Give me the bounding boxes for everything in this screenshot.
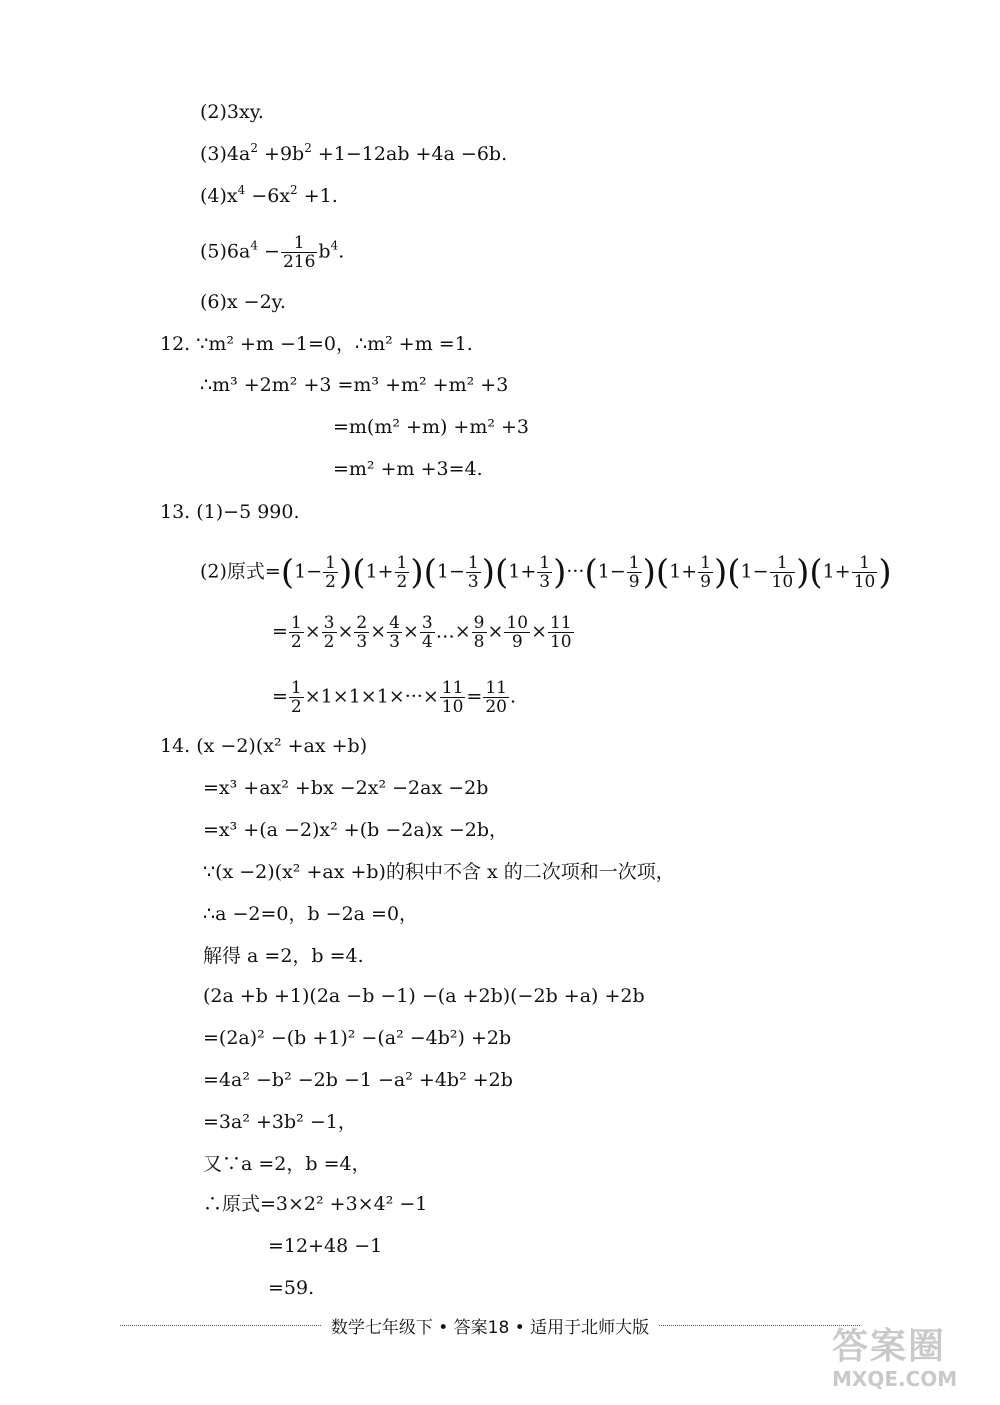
answer-13-2-line2: = $\frac{1}{2}$ × $\frac{3}{2}$ × $\frac{2}{3}$ × $\frac{4}{3}$ × $\frac{3}{4}$ …× $\frac{9}{8}$ × $\frac{10}{9}$ × $\frac{11}{10}$ — [272, 613, 572, 652]
answer-14-line3: =x³ +(a −2)x² +(b −2a)x −2b， — [203, 819, 508, 841]
answer-11-6: (6)x −2y. — [200, 291, 286, 313]
answer-14-line8: =(2a)² −(b +1)² −(a² −4b²) +2b — [203, 1027, 512, 1049]
answer-11-5: $(5)6a^4$ − $\frac{1}{216}$ $b^4$. — [200, 233, 345, 272]
answer-14-line13: =12+48 −1 — [268, 1235, 383, 1257]
answer-14-line5: ∴a −2=0，b −2a =0， — [203, 903, 419, 925]
answer-14-line4: ∵(x −2)(x² +ax +b)的积中不含 x 的二次项和一次项， — [203, 861, 675, 883]
answer-11-2: (2)3xy. — [200, 101, 264, 123]
answer-14-line10: =3a² +3b² −1， — [203, 1111, 357, 1133]
answer-14-line12: ∴原式=3×2² +3×4² −1 — [203, 1193, 428, 1215]
watermark-line1: 答案圈 — [832, 1326, 947, 1367]
watermark-logo — [832, 1318, 982, 1398]
answer-13-2-line1: (2)原式=(1− $\frac{1}{2}$ )(1+ $\frac{1}{2}$ )(1− $\frac{1}{3}$ )(1+ $\frac{1}{3}$ )···(1− $\frac{1}{9}$ )(1+ $\frac{1}{9}$ )(1− $\frac{1}{10}$ )(1+ $\frac{1}{10}$ ) — [200, 552, 892, 593]
answer-12-line3: =m(m² +m) +m² +3 — [333, 416, 530, 438]
answer-14-line9: =4a² −b² −2b −1 −a² +4b² +2b — [203, 1069, 513, 1091]
answer-12-line1: 12. ∵m² +m −1=0，∴m² +m =1. — [160, 333, 473, 355]
answer-14-line11: 又∵a =2，b =4， — [203, 1153, 371, 1175]
fraction: $\frac{1}{216}$ — [282, 233, 316, 272]
answer-14-line14: =59. — [268, 1277, 315, 1299]
footer-dots-right — [659, 1325, 860, 1326]
answer-14-line7: (2a +b +1)(2a −b −1) −(a +2b)(−2b +a) +2b — [203, 985, 645, 1007]
answer-13-2-line3: = $\frac{1}{2}$ ×1×1×1×···× $\frac{11}{10}$ = $\frac{11}{20}$ . — [272, 678, 517, 717]
answer-14-line1: 14. (x −2)(x² +ax +b) — [160, 735, 368, 757]
answer-13-1: 13. (1)−5 990. — [160, 501, 300, 523]
footer-text: 数学七年级下 • 答案18 • 适用于北师大版 — [330, 1318, 650, 1338]
answer-14-line2: =x³ +ax² +bx −2x² −2ax −2b — [203, 777, 489, 799]
watermark-line2: MXQE.COM — [832, 1367, 958, 1391]
answer-11-3: $(3)4a^2 +9b^2 +1-12ab +4a -6b$. — [200, 141, 508, 165]
answer-11-4: $(4)x^4 -6x^2 +1$. — [200, 183, 338, 207]
footer-dots-left — [120, 1325, 321, 1326]
answer-12-line2: ∴m³ +2m² +3 =m³ +m² +m² +3 — [200, 374, 509, 396]
answer-12-line4: =m² +m +3=4. — [333, 458, 483, 480]
answer-14-line6: 解得 a =2，b =4. — [203, 945, 364, 967]
page-footer — [120, 1313, 860, 1338]
